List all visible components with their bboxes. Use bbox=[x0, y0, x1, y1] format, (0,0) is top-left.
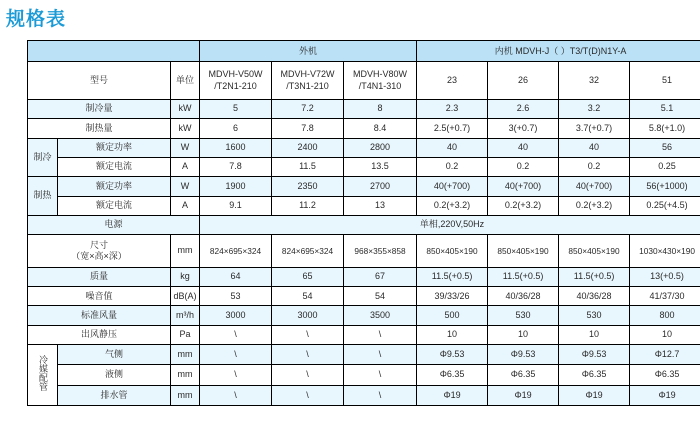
cell: Φ9.53 bbox=[488, 344, 559, 364]
cell: 56 bbox=[630, 138, 700, 157]
row-unit: mm bbox=[171, 365, 200, 385]
cell: 3.2 bbox=[559, 99, 630, 118]
spec-table bbox=[27, 40, 700, 406]
row-cooling-capacity bbox=[28, 99, 700, 118]
row-label: 出风静压 bbox=[28, 325, 171, 344]
cell: 13(+0.5) bbox=[630, 267, 700, 286]
cell: 5 bbox=[200, 99, 272, 118]
cell: \ bbox=[200, 365, 272, 385]
cell: 500 bbox=[417, 306, 488, 325]
cell: 40 bbox=[559, 138, 630, 157]
row-unit: dB(A) bbox=[171, 286, 200, 305]
cell: 7.8 bbox=[272, 119, 344, 138]
cell: 54 bbox=[272, 286, 344, 305]
cell: 2.6 bbox=[488, 99, 559, 118]
row-airflow bbox=[28, 306, 700, 325]
cell: \ bbox=[272, 325, 344, 344]
cell: 0.2 bbox=[417, 157, 488, 176]
row-liquid-pipe bbox=[28, 365, 700, 385]
cell: 0.2(+3.2) bbox=[559, 196, 630, 215]
cell: \ bbox=[344, 325, 417, 344]
cell: 11.5(+0.5) bbox=[559, 267, 630, 286]
header-row-models bbox=[28, 62, 700, 100]
row-power-supply bbox=[28, 215, 700, 234]
cell: 800 bbox=[630, 306, 700, 325]
cell: \ bbox=[272, 344, 344, 364]
row-unit: mm bbox=[171, 344, 200, 364]
row-unit: W bbox=[171, 177, 200, 196]
model-label: 型号 bbox=[28, 62, 171, 100]
cell: 13.5 bbox=[344, 157, 417, 176]
row-label: 气侧 bbox=[58, 344, 171, 364]
outdoor-model-2: MDVH-V72W /T3N1-210 bbox=[272, 62, 344, 100]
cell: 530 bbox=[488, 306, 559, 325]
cell: Φ19 bbox=[417, 385, 488, 405]
cell: 10 bbox=[630, 325, 700, 344]
cell: 6 bbox=[200, 119, 272, 138]
cell: 40/36/28 bbox=[559, 286, 630, 305]
cell: \ bbox=[272, 365, 344, 385]
row-label: 制热量 bbox=[28, 119, 171, 138]
row-heat-power bbox=[28, 177, 700, 196]
indoor-model-51: 51 bbox=[630, 62, 700, 100]
cell: \ bbox=[200, 325, 272, 344]
row-label: 质量 bbox=[28, 267, 171, 286]
cell: 10 bbox=[488, 325, 559, 344]
cell: 1900 bbox=[200, 177, 272, 196]
cell: 40(+700) bbox=[417, 177, 488, 196]
row-label: 额定电流 bbox=[58, 196, 171, 215]
cell: 0.2 bbox=[488, 157, 559, 176]
cell: 40/36/28 bbox=[488, 286, 559, 305]
cell: 40 bbox=[417, 138, 488, 157]
row-drain-pipe bbox=[28, 385, 700, 405]
cell: 53 bbox=[200, 286, 272, 305]
cell: 11.2 bbox=[272, 196, 344, 215]
cell: 8 bbox=[344, 99, 417, 118]
cell: \ bbox=[200, 344, 272, 364]
cell: 40(+700) bbox=[488, 177, 559, 196]
cell: 824×695×324 bbox=[200, 235, 272, 268]
cell: \ bbox=[344, 344, 417, 364]
row-static-pressure bbox=[28, 325, 700, 344]
cell: 2.5(+0.7) bbox=[417, 119, 488, 138]
row-label: 额定电流 bbox=[58, 157, 171, 176]
cell: 7.8 bbox=[200, 157, 272, 176]
cell: 41/37/30 bbox=[630, 286, 700, 305]
cell: 850×405×190 bbox=[417, 235, 488, 268]
header-row-groups bbox=[28, 41, 700, 62]
row-unit: kW bbox=[171, 119, 200, 138]
cell: 1600 bbox=[200, 138, 272, 157]
row-heating-capacity bbox=[28, 119, 700, 138]
group-label-pipe: 冷媒配管 bbox=[28, 344, 58, 405]
row-cool-power bbox=[28, 138, 700, 157]
cell: Φ12.7 bbox=[630, 344, 700, 364]
cell: 11.5 bbox=[272, 157, 344, 176]
row-unit: kW bbox=[171, 99, 200, 118]
cell: Φ19 bbox=[559, 385, 630, 405]
group-label-heat: 制热 bbox=[28, 177, 58, 216]
row-label: 尺寸 （宽×高×深） bbox=[28, 235, 171, 268]
cell: \ bbox=[272, 385, 344, 405]
cell: 9.1 bbox=[200, 196, 272, 215]
cell: 13 bbox=[344, 196, 417, 215]
cell: 单相,220V,50Hz bbox=[200, 215, 700, 234]
row-label: 噪音值 bbox=[28, 286, 171, 305]
cell: 8.4 bbox=[344, 119, 417, 138]
cell: 40(+700) bbox=[559, 177, 630, 196]
indoor-model-26: 26 bbox=[488, 62, 559, 100]
cell: 3.7(+0.7) bbox=[559, 119, 630, 138]
cell: Φ6.35 bbox=[488, 365, 559, 385]
row-unit: mm bbox=[171, 235, 200, 268]
cell: \ bbox=[344, 365, 417, 385]
cell: 2700 bbox=[344, 177, 417, 196]
row-dimensions bbox=[28, 235, 700, 268]
outdoor-model-1: MDVH-V50W /T2N1-210 bbox=[200, 62, 272, 100]
cell: Φ9.53 bbox=[559, 344, 630, 364]
outdoor-model-3: MDVH-V80W /T4N1-310 bbox=[344, 62, 417, 100]
row-label: 电源 bbox=[28, 215, 200, 234]
cell: Φ6.35 bbox=[417, 365, 488, 385]
cell: 0.2(+3.2) bbox=[417, 196, 488, 215]
indoor-header: 内机 MDVH-J（ ）T3/T(D)N1Y-A bbox=[417, 41, 700, 62]
outdoor-header: 外机 bbox=[200, 41, 417, 62]
cell: 3000 bbox=[272, 306, 344, 325]
row-gas-pipe bbox=[28, 344, 700, 364]
row-unit: A bbox=[171, 157, 200, 176]
group-label-cool: 制冷 bbox=[28, 138, 58, 177]
cell: 850×405×190 bbox=[559, 235, 630, 268]
cell: 65 bbox=[272, 267, 344, 286]
cell: 39/33/26 bbox=[417, 286, 488, 305]
cell: \ bbox=[344, 385, 417, 405]
cell: Φ6.35 bbox=[559, 365, 630, 385]
cell: 2.3 bbox=[417, 99, 488, 118]
row-weight bbox=[28, 267, 700, 286]
cell: 0.25 bbox=[630, 157, 700, 176]
cell: 2350 bbox=[272, 177, 344, 196]
cell: 850×405×190 bbox=[488, 235, 559, 268]
cell: 67 bbox=[344, 267, 417, 286]
cell: 54 bbox=[344, 286, 417, 305]
row-unit: kg bbox=[171, 267, 200, 286]
row-cool-current bbox=[28, 157, 700, 176]
row-label: 制冷量 bbox=[28, 99, 171, 118]
cell: 2400 bbox=[272, 138, 344, 157]
cell: 3000 bbox=[200, 306, 272, 325]
cell: 10 bbox=[417, 325, 488, 344]
row-unit: Pa bbox=[171, 325, 200, 344]
cell: 0.2(+3.2) bbox=[488, 196, 559, 215]
row-unit: mm bbox=[171, 385, 200, 405]
cell: 0.25(+4.5) bbox=[630, 196, 700, 215]
cell: 968×355×858 bbox=[344, 235, 417, 268]
indoor-model-32: 32 bbox=[559, 62, 630, 100]
cell: 5.8(+1.0) bbox=[630, 119, 700, 138]
cell: Φ9.53 bbox=[417, 344, 488, 364]
page-title: 规格表 bbox=[6, 8, 67, 30]
cell: 11.5(+0.5) bbox=[488, 267, 559, 286]
cell: 0.2 bbox=[559, 157, 630, 176]
cell: Φ19 bbox=[630, 385, 700, 405]
cell: Φ6.35 bbox=[630, 365, 700, 385]
row-unit: A bbox=[171, 196, 200, 215]
row-label: 额定功率 bbox=[58, 138, 171, 157]
indoor-model-23: 23 bbox=[417, 62, 488, 100]
row-heat-current bbox=[28, 196, 700, 215]
cell: 56(+1000) bbox=[630, 177, 700, 196]
cell: 7.2 bbox=[272, 99, 344, 118]
cell: 64 bbox=[200, 267, 272, 286]
unit-label: 单位 bbox=[171, 62, 200, 100]
cell: 3500 bbox=[344, 306, 417, 325]
cell: Φ19 bbox=[488, 385, 559, 405]
row-noise bbox=[28, 286, 700, 305]
row-label: 标准风量 bbox=[28, 306, 171, 325]
cell: 530 bbox=[559, 306, 630, 325]
cell: 40 bbox=[488, 138, 559, 157]
row-unit: m³/h bbox=[171, 306, 200, 325]
cell: 3(+0.7) bbox=[488, 119, 559, 138]
cell: 5.1 bbox=[630, 99, 700, 118]
row-label: 液侧 bbox=[58, 365, 171, 385]
cell: 10 bbox=[559, 325, 630, 344]
cell: 824×695×324 bbox=[272, 235, 344, 268]
row-unit: W bbox=[171, 138, 200, 157]
cell: 11.5(+0.5) bbox=[417, 267, 488, 286]
cell: 1030×430×190 bbox=[630, 235, 700, 268]
cell: 2800 bbox=[344, 138, 417, 157]
cell: \ bbox=[200, 385, 272, 405]
row-label: 排水管 bbox=[58, 385, 171, 405]
row-label: 额定功率 bbox=[58, 177, 171, 196]
